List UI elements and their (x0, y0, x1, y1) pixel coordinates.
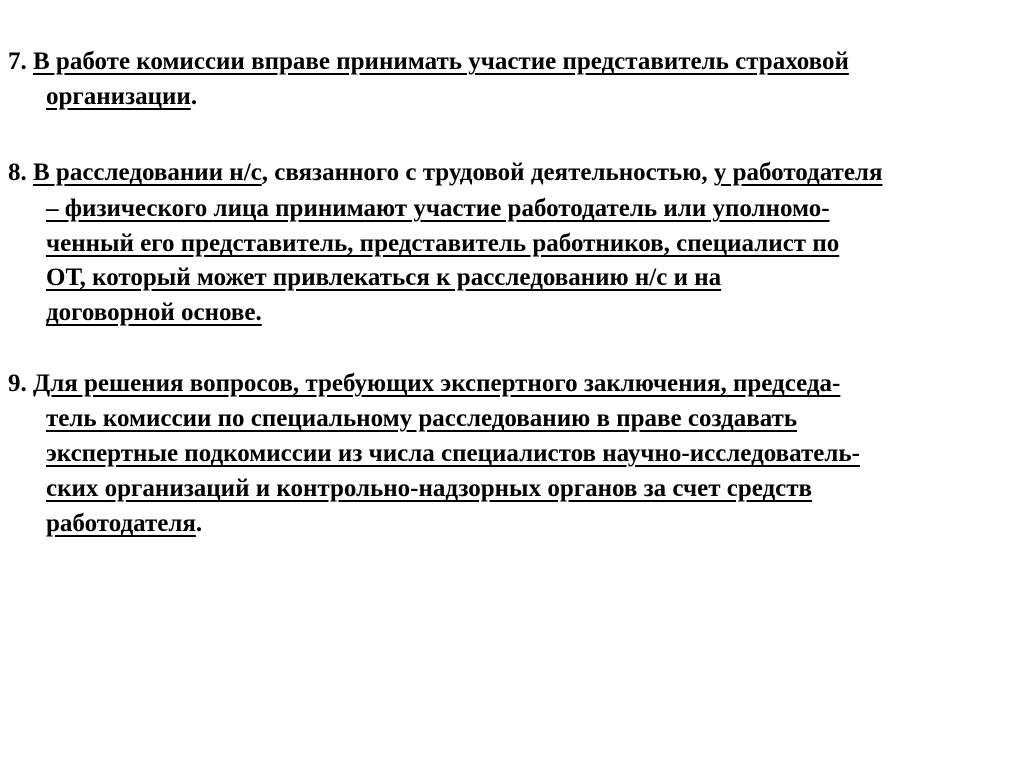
item-8-text: , связанного с трудовой деятельностью, (261, 159, 714, 186)
item-9-text: тель комиссии по специальному расследованию в праве создавать (46, 405, 798, 432)
item-7-number: 7. (8, 48, 27, 75)
item-7-line-2 (46, 80, 197, 114)
item-8-number: 8. (8, 159, 27, 186)
item-8-line-1 (8, 156, 882, 190)
item-7-text: В работе комиссии вправе принимать участие представитель страховой (33, 48, 849, 75)
item-8-line-4 (46, 261, 721, 295)
item-7-line-1 (8, 45, 849, 79)
item-7-text: организации (46, 83, 191, 110)
item-9-line-2 (46, 402, 797, 436)
item-8-text: – физического лица принимают участие работодатель или уполномо- (46, 195, 830, 222)
item-8-line-2 (46, 192, 830, 226)
item-8-text: ОТ, который может привлекаться к расследованию н/с и на (46, 264, 722, 291)
item-9-text: работодателя (46, 510, 196, 537)
item-9-text: экспертные подкомиссии из числа специалистов научно-исследователь- (46, 440, 860, 467)
item-8-text: у работодателя (713, 159, 883, 186)
item-9-line-1 (8, 367, 840, 401)
item-9-text: . (195, 510, 203, 537)
item-8-text: В расследовании н/с (33, 159, 262, 186)
item-9-number: 9. (8, 370, 27, 397)
item-9-line-3 (46, 437, 860, 471)
item-9-line-4 (46, 472, 812, 506)
item-8-line-3 (46, 227, 839, 261)
item-8-line-5 (46, 296, 262, 330)
item-9-text: ских организаций и контрольно-надзорных органов за счет средств (46, 475, 813, 502)
item-7-text: . (190, 83, 198, 110)
item-8-text: ченный его представитель, представитель работников, специалист по (46, 230, 840, 257)
item-9-text: Для решения вопросов, требующих экспертного заключения, председа- (33, 370, 841, 397)
item-8-text: договорной основе. (46, 299, 262, 326)
item-9-line-5 (46, 507, 202, 541)
